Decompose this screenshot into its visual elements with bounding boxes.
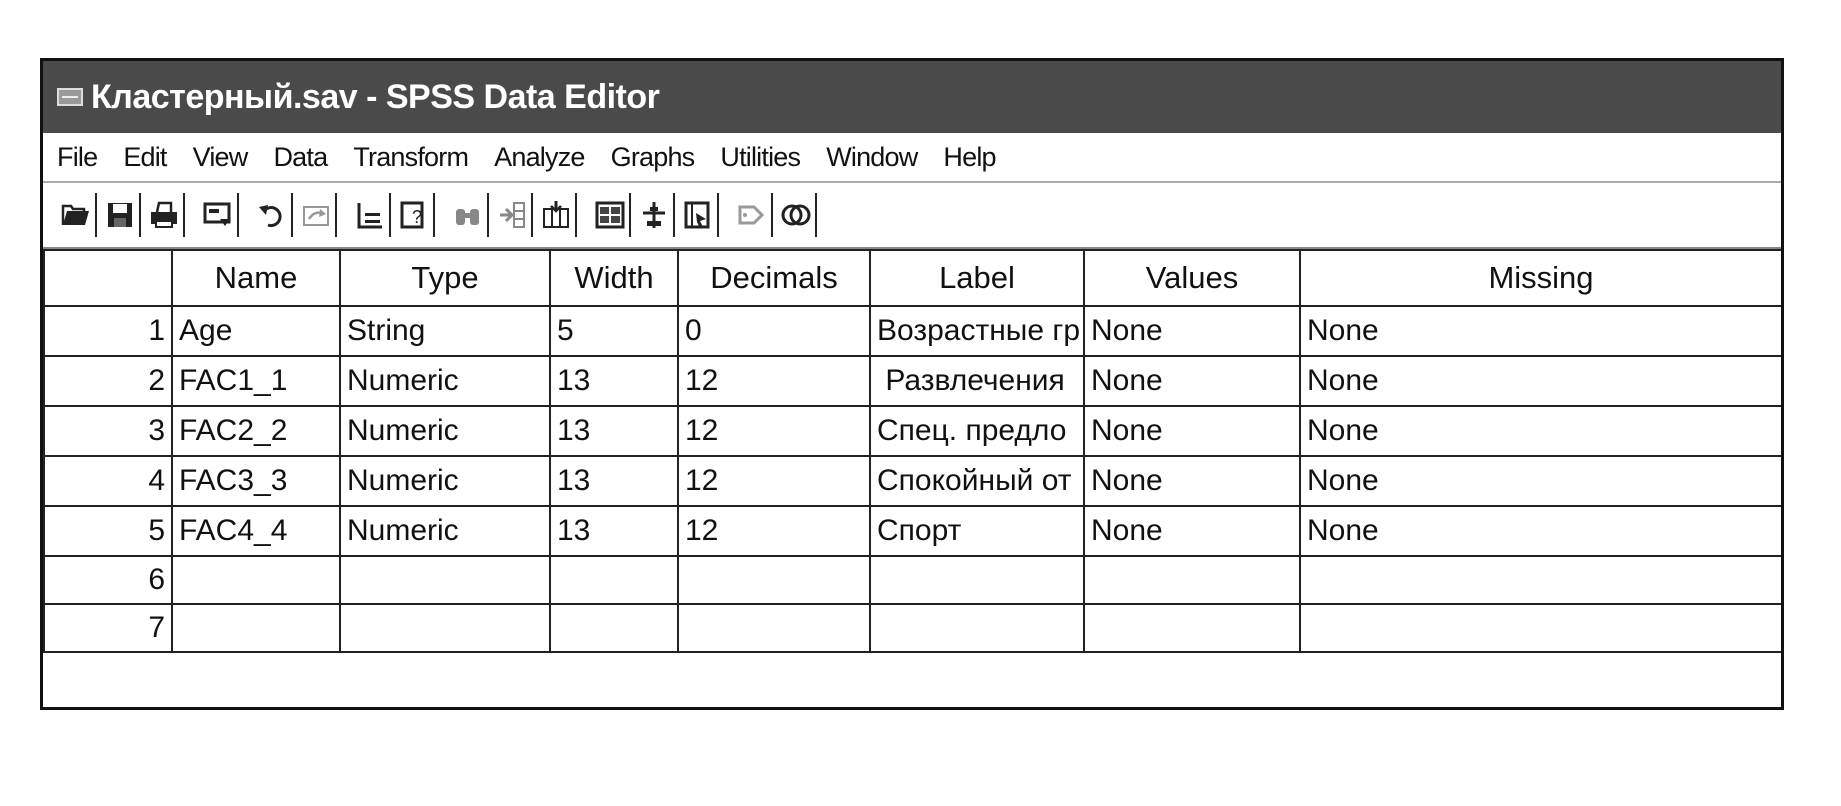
print-button[interactable] [145,193,185,237]
cell-decimals[interactable]: 12 [678,356,870,406]
use-sets-button[interactable] [777,193,817,237]
cell-name[interactable]: FAC2_2 [172,406,340,456]
cell-missing[interactable] [1300,556,1782,604]
table-row [44,604,1782,652]
menu-transform[interactable]: Transform [353,141,469,172]
menu-window[interactable]: Window [826,141,918,172]
column-header-label[interactable]: Label [870,250,1084,306]
cell-label[interactable]: Возрастные гр [870,306,1084,356]
undo-icon [256,199,288,231]
find-button[interactable] [449,193,489,237]
undo-button[interactable] [253,193,293,237]
select-cases-button[interactable] [679,193,719,237]
cell-name[interactable]: Age [172,306,340,356]
cell-type[interactable]: Numeric [340,456,550,506]
row-number[interactable]: 3 [44,406,172,456]
cell-values[interactable]: None [1084,456,1300,506]
value-labels-button[interactable] [733,193,773,237]
cell-missing[interactable]: None [1300,506,1782,556]
cell-values[interactable] [1084,604,1300,652]
insert-variable-button[interactable] [537,193,577,237]
row-number[interactable]: 7 [44,604,172,652]
table-row [44,356,1782,406]
cell-name[interactable]: FAC3_3 [172,456,340,506]
cell-width[interactable]: 13 [550,456,678,506]
cell-values[interactable]: None [1084,406,1300,456]
spss-data-editor-window [40,58,1784,710]
menu-view[interactable]: View [192,141,248,172]
variables-icon [398,199,430,231]
save-button[interactable] [101,193,141,237]
cell-label[interactable]: Спорт [870,506,1084,556]
cell-decimals[interactable]: 12 [678,456,870,506]
find-icon [452,199,484,231]
cell-type[interactable]: Numeric [340,506,550,556]
split-file-button[interactable] [591,193,631,237]
cell-values[interactable] [1084,556,1300,604]
table-row [44,506,1782,556]
insert-case-icon [496,199,528,231]
open-icon [60,199,92,231]
table-row [44,556,1782,604]
dialog-recall-icon [202,199,234,231]
cell-missing[interactable]: None [1300,356,1782,406]
column-header-type[interactable]: Type [340,250,550,306]
window-title: Кластерный.sav - SPSS Data Editor [91,77,660,116]
insert-case-button[interactable] [493,193,533,237]
split-file-icon [594,199,626,231]
column-header-decimals[interactable]: Decimals [678,250,870,306]
cell-type[interactable]: String [340,306,550,356]
cell-width[interactable]: 5 [550,306,678,356]
cell-missing[interactable] [1300,604,1782,652]
menu-data[interactable]: Data [273,141,328,172]
cell-missing[interactable]: None [1300,456,1782,506]
cell-decimals[interactable]: 0 [678,306,870,356]
menu-analyze[interactable]: Analyze [494,141,585,172]
variables-button[interactable] [395,193,435,237]
variables-table [43,249,1783,653]
svg-text:?: ? [412,207,423,227]
cell-width[interactable] [550,556,678,604]
cell-width[interactable] [550,604,678,652]
table-row [44,406,1782,456]
row-number[interactable]: 6 [44,556,172,604]
cell-missing[interactable]: None [1300,406,1782,456]
cell-decimals[interactable] [678,604,870,652]
insert-variable-icon [540,199,572,231]
toolbar [43,183,1781,249]
redo-button[interactable] [297,193,337,237]
save-icon [104,199,136,231]
cell-width[interactable]: 13 [550,506,678,556]
goto-case-button[interactable] [351,193,391,237]
menu-help[interactable]: Help [943,141,996,172]
cell-type[interactable] [340,556,550,604]
redo-icon [300,199,332,231]
print-icon [148,199,180,231]
title-bar[interactable] [43,61,1781,133]
open-button[interactable] [57,193,97,237]
value-labels-icon [736,199,768,231]
row-number[interactable]: 4 [44,456,172,506]
menu-file[interactable]: File [57,141,98,172]
table-row [44,456,1782,506]
cell-decimals[interactable]: 12 [678,506,870,556]
cell-type[interactable] [340,604,550,652]
column-header-values[interactable]: Values [1084,250,1300,306]
cell-type[interactable]: Numeric [340,356,550,406]
column-header-missing[interactable]: Missing [1300,250,1782,306]
cell-name[interactable] [172,604,340,652]
table-row [44,306,1782,356]
menu-bar [43,133,1781,183]
cell-decimals[interactable]: 12 [678,406,870,456]
column-header-width[interactable]: Width [550,250,678,306]
cell-name[interactable]: FAC4_4 [172,506,340,556]
corner-cell[interactable] [44,250,172,306]
cell-values[interactable]: None [1084,506,1300,556]
menu-graphs[interactable]: Graphs [610,141,695,172]
weight-cases-icon [638,199,670,231]
weight-cases-button[interactable] [635,193,675,237]
cell-width[interactable]: 13 [550,406,678,456]
dialog-recall-button[interactable] [199,193,239,237]
cell-label[interactable]: Спокойный от [870,456,1084,506]
app-icon[interactable] [57,88,83,106]
cell-missing[interactable]: None [1300,306,1782,356]
goto-case-icon [354,199,386,231]
cell-label[interactable]: Спец. предло [870,406,1084,456]
use-sets-icon [780,199,812,231]
select-cases-icon [682,199,714,231]
cell-label[interactable]: Развлечения [870,356,1084,406]
cell-type[interactable]: Numeric [340,406,550,456]
cell-decimals[interactable] [678,556,870,604]
cell-label[interactable] [870,556,1084,604]
row-number[interactable]: 2 [44,356,172,406]
cell-label[interactable] [870,604,1084,652]
column-header-name[interactable]: Name [172,250,340,306]
variable-view-grid [43,249,1781,653]
cell-name[interactable] [172,556,340,604]
header-row [44,250,1782,306]
cell-width[interactable]: 13 [550,356,678,406]
menu-utilities[interactable]: Utilities [720,141,801,172]
cell-values[interactable]: None [1084,306,1300,356]
cell-values[interactable]: None [1084,356,1300,406]
menu-edit[interactable]: Edit [123,141,167,172]
cell-name[interactable]: FAC1_1 [172,356,340,406]
row-number[interactable]: 1 [44,306,172,356]
row-number[interactable]: 5 [44,506,172,556]
